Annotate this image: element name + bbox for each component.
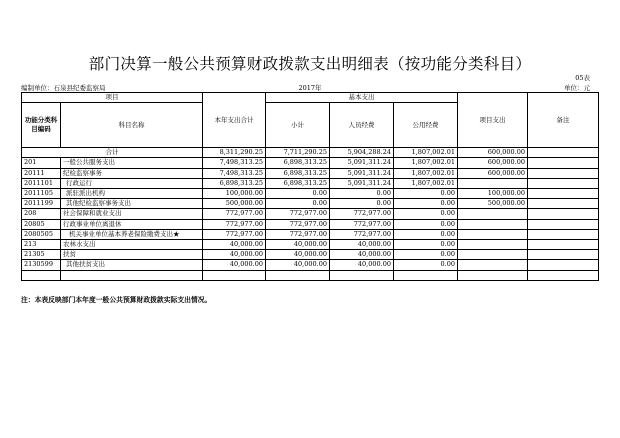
cell-public: 0.00 bbox=[394, 199, 458, 209]
table-row bbox=[22, 219, 599, 229]
cell-total: 40,000.00 bbox=[203, 260, 266, 270]
page-title: 部门决算一般公共预算财政拨款支出明细表（按功能分类科目） bbox=[88, 55, 532, 73]
cell-subtotal: 0.00 bbox=[266, 189, 330, 199]
cell-code: 2080505 bbox=[22, 229, 61, 239]
cell-subtotal: 40,000.00 bbox=[266, 260, 330, 270]
cell-total: 40,000.00 bbox=[203, 240, 266, 250]
cell-remark bbox=[528, 270, 599, 280]
cell-public: 0.00 bbox=[394, 260, 458, 270]
cell-public: 0.00 bbox=[394, 240, 458, 250]
cell-name: 一般公共服务支出 bbox=[61, 158, 203, 168]
cell-code: 20805 bbox=[22, 219, 61, 229]
cell-remark bbox=[528, 199, 599, 209]
cell-remark bbox=[528, 168, 599, 178]
cell-subtotal: 40,000.00 bbox=[266, 250, 330, 260]
cell-name: 行政运行 bbox=[61, 178, 203, 188]
cell-public: 0.00 bbox=[394, 250, 458, 260]
cell-code: 21305 bbox=[22, 250, 61, 260]
cell-name: 其他纪检监察事务支出 bbox=[61, 199, 203, 209]
table-row bbox=[22, 250, 599, 260]
cell-personnel bbox=[330, 270, 394, 280]
cell-name: 扶贫 bbox=[61, 250, 203, 260]
cell-personnel: 40,000.00 bbox=[330, 250, 394, 260]
cell-subtotal bbox=[266, 270, 330, 280]
cell-total: 6,898,313.25 bbox=[203, 178, 266, 188]
header-code: 功能分类科目编码 bbox=[22, 103, 61, 148]
table-row bbox=[22, 270, 599, 280]
cell-name: 机关事业单位基本养老保险缴费支出★ bbox=[61, 229, 203, 239]
expenditure-table bbox=[21, 92, 599, 281]
cell-name: 农林水支出 bbox=[61, 240, 203, 250]
cell-personnel: 40,000.00 bbox=[330, 240, 394, 250]
cell-public: 0.00 bbox=[394, 209, 458, 219]
cell-code: 2011199 bbox=[22, 199, 61, 209]
table-row bbox=[22, 209, 599, 219]
header-item: 项目 bbox=[22, 93, 203, 103]
cell-public: 1,807,002.01 bbox=[394, 178, 458, 188]
cell-subtotal: 0.00 bbox=[266, 199, 330, 209]
cell-remark bbox=[528, 158, 599, 168]
header-name: 科目名称 bbox=[61, 103, 203, 148]
cell-code: 2011105 bbox=[22, 189, 61, 199]
cell-project: 500,000.00 bbox=[458, 199, 528, 209]
cell-project bbox=[458, 240, 528, 250]
table-row bbox=[22, 260, 599, 270]
cell-public bbox=[394, 270, 458, 280]
cell-remark bbox=[528, 240, 599, 250]
cell-personnel: 5,091,311.24 bbox=[330, 178, 394, 188]
cell-personnel: 40,000.00 bbox=[330, 260, 394, 270]
cell-code: 2011101 bbox=[22, 178, 61, 188]
cell-personnel: 5,091,311.24 bbox=[330, 158, 394, 168]
money-unit: 单位：元 bbox=[564, 84, 590, 92]
total-personnel: 5,904,288.24 bbox=[330, 148, 394, 158]
footnote: 注：本表反映部门本年度一般公共预算财政拨款实际支出情况。 bbox=[21, 296, 212, 304]
header-public: 公用经费 bbox=[394, 103, 458, 148]
header-row-1 bbox=[22, 93, 599, 103]
cell-remark bbox=[528, 178, 599, 188]
cell-code: 201 bbox=[22, 158, 61, 168]
cell-personnel: 772,977.00 bbox=[330, 219, 394, 229]
cell-project: 600,000.00 bbox=[458, 168, 528, 178]
cell-project bbox=[458, 209, 528, 219]
cell-project bbox=[458, 178, 528, 188]
cell-total: 7,498,313.25 bbox=[203, 168, 266, 178]
form-number: 05表 bbox=[575, 74, 590, 82]
cell-public: 0.00 bbox=[394, 189, 458, 199]
cell-total bbox=[203, 270, 266, 280]
header-total: 本年支出合计 bbox=[203, 93, 266, 148]
total-project: 600,000.00 bbox=[458, 148, 528, 158]
cell-name: 其他扶贫支出 bbox=[61, 260, 203, 270]
header-project: 项目支出 bbox=[458, 93, 528, 148]
cell-remark bbox=[528, 229, 599, 239]
cell-total: 500,000.00 bbox=[203, 199, 266, 209]
cell-subtotal: 6,898,313.25 bbox=[266, 158, 330, 168]
total-total: 8,311,290.25 bbox=[203, 148, 266, 158]
table-row bbox=[22, 229, 599, 239]
cell-remark bbox=[528, 260, 599, 270]
report-year: 2017年 bbox=[298, 84, 322, 92]
cell-public: 0.00 bbox=[394, 229, 458, 239]
cell-subtotal: 6,898,313.25 bbox=[266, 178, 330, 188]
table-row bbox=[22, 178, 599, 188]
total-public: 1,807,002.01 bbox=[394, 148, 458, 158]
cell-remark bbox=[528, 219, 599, 229]
cell-project bbox=[458, 219, 528, 229]
table-row bbox=[22, 168, 599, 178]
header-subtotal: 小计 bbox=[266, 103, 330, 148]
cell-name bbox=[61, 270, 203, 280]
cell-personnel: 0.00 bbox=[330, 199, 394, 209]
cell-subtotal: 772,977.00 bbox=[266, 219, 330, 229]
cell-personnel: 0.00 bbox=[330, 189, 394, 199]
header-remark: 备注 bbox=[528, 93, 599, 148]
cell-subtotal: 6,898,313.25 bbox=[266, 168, 330, 178]
cell-public: 1,807,002.01 bbox=[394, 158, 458, 168]
cell-personnel: 5,091,311.24 bbox=[330, 168, 394, 178]
cell-total: 772,977.00 bbox=[203, 229, 266, 239]
table-row bbox=[22, 240, 599, 250]
total-row bbox=[22, 148, 599, 158]
table-row bbox=[22, 199, 599, 209]
cell-project bbox=[458, 260, 528, 270]
cell-remark bbox=[528, 189, 599, 199]
cell-total: 772,977.00 bbox=[203, 219, 266, 229]
cell-code: 20111 bbox=[22, 168, 61, 178]
header-basic: 基本支出 bbox=[266, 93, 458, 103]
cell-subtotal: 772,977.00 bbox=[266, 229, 330, 239]
cell-subtotal: 40,000.00 bbox=[266, 240, 330, 250]
cell-code: 2130599 bbox=[22, 260, 61, 270]
cell-subtotal: 772,977.00 bbox=[266, 209, 330, 219]
cell-code: 213 bbox=[22, 240, 61, 250]
cell-public: 0.00 bbox=[394, 219, 458, 229]
cell-project bbox=[458, 250, 528, 260]
header-personnel: 人员经费 bbox=[330, 103, 394, 148]
cell-public: 1,807,002.01 bbox=[394, 168, 458, 178]
cell-remark bbox=[528, 209, 599, 219]
cell-total: 772,977.00 bbox=[203, 209, 266, 219]
cell-name: 社会保障和就业支出 bbox=[61, 209, 203, 219]
cell-total: 7,498,313.25 bbox=[203, 158, 266, 168]
cell-personnel: 772,977.00 bbox=[330, 209, 394, 219]
table-row bbox=[22, 189, 599, 199]
cell-code bbox=[22, 270, 61, 280]
cell-code: 208 bbox=[22, 209, 61, 219]
cell-project: 100,000.00 bbox=[458, 189, 528, 199]
cell-name: 派驻派出机构 bbox=[61, 189, 203, 199]
cell-project bbox=[458, 229, 528, 239]
cell-total: 100,000.00 bbox=[203, 189, 266, 199]
cell-personnel: 772,977.00 bbox=[330, 229, 394, 239]
reporting-unit: 编制单位：石泉县纪委监察局 bbox=[21, 84, 106, 92]
cell-remark bbox=[528, 250, 599, 260]
cell-project: 600,000.00 bbox=[458, 158, 528, 168]
cell-name: 行政事业单位离退休 bbox=[61, 219, 203, 229]
cell-name: 纪检监察事务 bbox=[61, 168, 203, 178]
table-row bbox=[22, 158, 599, 168]
total-label: 合计 bbox=[22, 148, 203, 158]
cell-total: 40,000.00 bbox=[203, 250, 266, 260]
total-remark bbox=[528, 148, 599, 158]
total-subtotal: 7,711,290.25 bbox=[266, 148, 330, 158]
cell-project bbox=[458, 270, 528, 280]
